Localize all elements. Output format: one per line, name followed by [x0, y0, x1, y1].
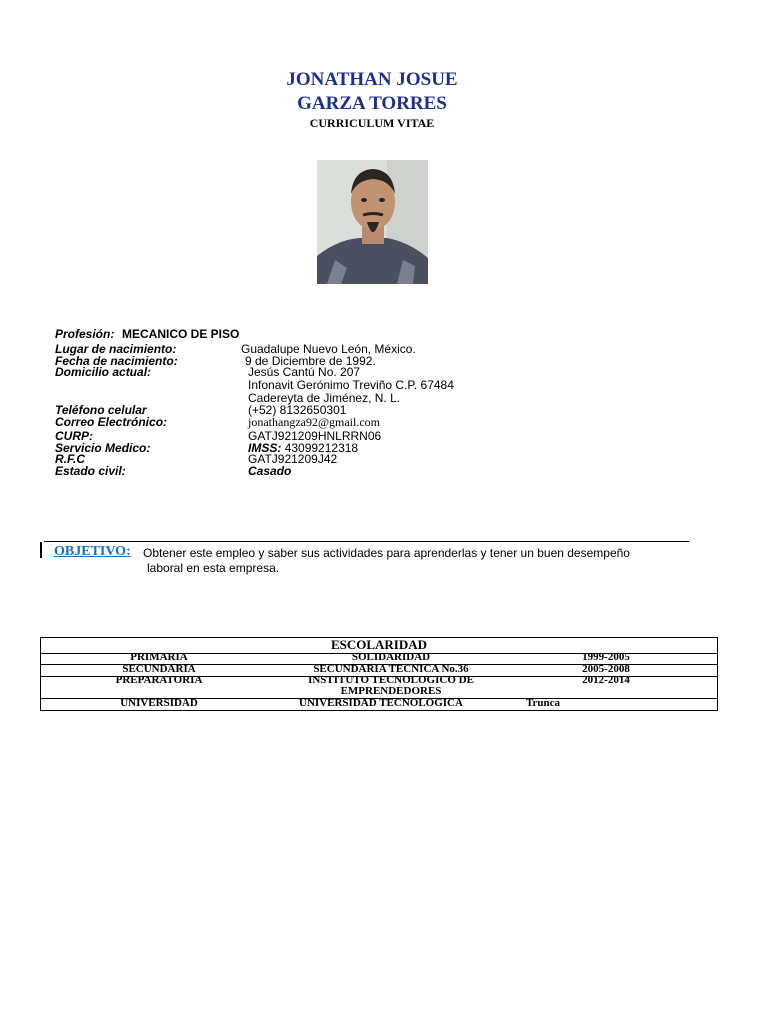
curp-label: CURP:: [55, 429, 93, 443]
profession-label: Profesión:: [55, 327, 115, 341]
civil-status-label: Estado civil:: [55, 464, 126, 478]
email-label: Correo Electrónico:: [55, 415, 168, 429]
name-line-1: JONATHAN JOSUE: [286, 69, 458, 90]
address-line-1: Jesús Cantú No. 207: [248, 365, 361, 379]
profile-photo: [317, 160, 428, 284]
row-years: 2005-2008: [582, 663, 630, 675]
education-title: ESCOLARIDAD: [330, 637, 428, 652]
phone-value: (+52) 8132650301: [248, 403, 347, 417]
row-school: SOLIDARIDAD: [351, 651, 431, 663]
rfc-label: R.F.C: [55, 452, 85, 466]
birthplace-label: Lugar de nacimiento:: [55, 342, 177, 356]
objective-label: OBJETIVO:: [54, 544, 131, 559]
address-line-3: Cadereyta de Jiménez, N. L.: [248, 391, 401, 405]
objective-rule: [44, 541, 689, 542]
name-line-2: GARZA TORRES: [297, 93, 447, 114]
curp-value: GATJ921209HNLRRN06: [248, 429, 382, 443]
row-level: PREPARATORIA: [115, 674, 203, 686]
medical-number: 43099212318: [284, 441, 359, 455]
rfc-value: GATJ921209J42: [248, 452, 338, 466]
medical-prefix: IMSS:: [248, 441, 282, 455]
address-label: Domicilio actual:: [55, 365, 152, 379]
objective-text-line-1: Obtener este empleo y saber sus actividades para aprenderlas y tener un buen desempeño: [143, 546, 630, 560]
row-status: Trunca: [525, 697, 561, 709]
row-level: UNIVERSIDAD: [120, 697, 198, 709]
birthplace-value: Guadalupe Nuevo León, México.: [241, 342, 416, 356]
email-value[interactable]: jonathangza92@gmail.com: [248, 415, 381, 429]
document-subtitle: CURRICULUM VITAE: [309, 116, 435, 130]
profession-value: MECANICO DE PISO: [122, 327, 240, 341]
birthdate-label: Fecha de nacimiento:: [55, 354, 178, 368]
medical-service-label: Servicio Medico:: [55, 441, 151, 455]
row-level: PRIMARIA: [130, 651, 188, 663]
row-years: 2012-2014: [582, 674, 630, 686]
objective-text-line-2: laboral en esta empresa.: [147, 561, 280, 575]
row-level: SECUNDARIA: [122, 663, 196, 675]
row-school-line-2: EMPRENDEDORES: [340, 685, 442, 697]
phone-label: Teléfono celular: [55, 403, 147, 417]
civil-status-value: Casado: [248, 464, 292, 478]
objective-bar: [40, 542, 42, 558]
education-table: [40, 637, 718, 711]
row-years: 1999-2005: [582, 651, 630, 663]
address-line-2: Infonavit Gerónimo Treviño C.P. 67484: [248, 378, 454, 392]
row-school: UNIVERSIDAD TECNOLOGICA: [299, 697, 463, 709]
birthdate-value: 9 de Diciembre de 1992.: [245, 354, 376, 368]
row-school: SECUNDARIA TECNICA No.36: [313, 663, 469, 675]
row-school-line-1: INSTITUTO TECNOLOGICO DE: [308, 674, 474, 686]
